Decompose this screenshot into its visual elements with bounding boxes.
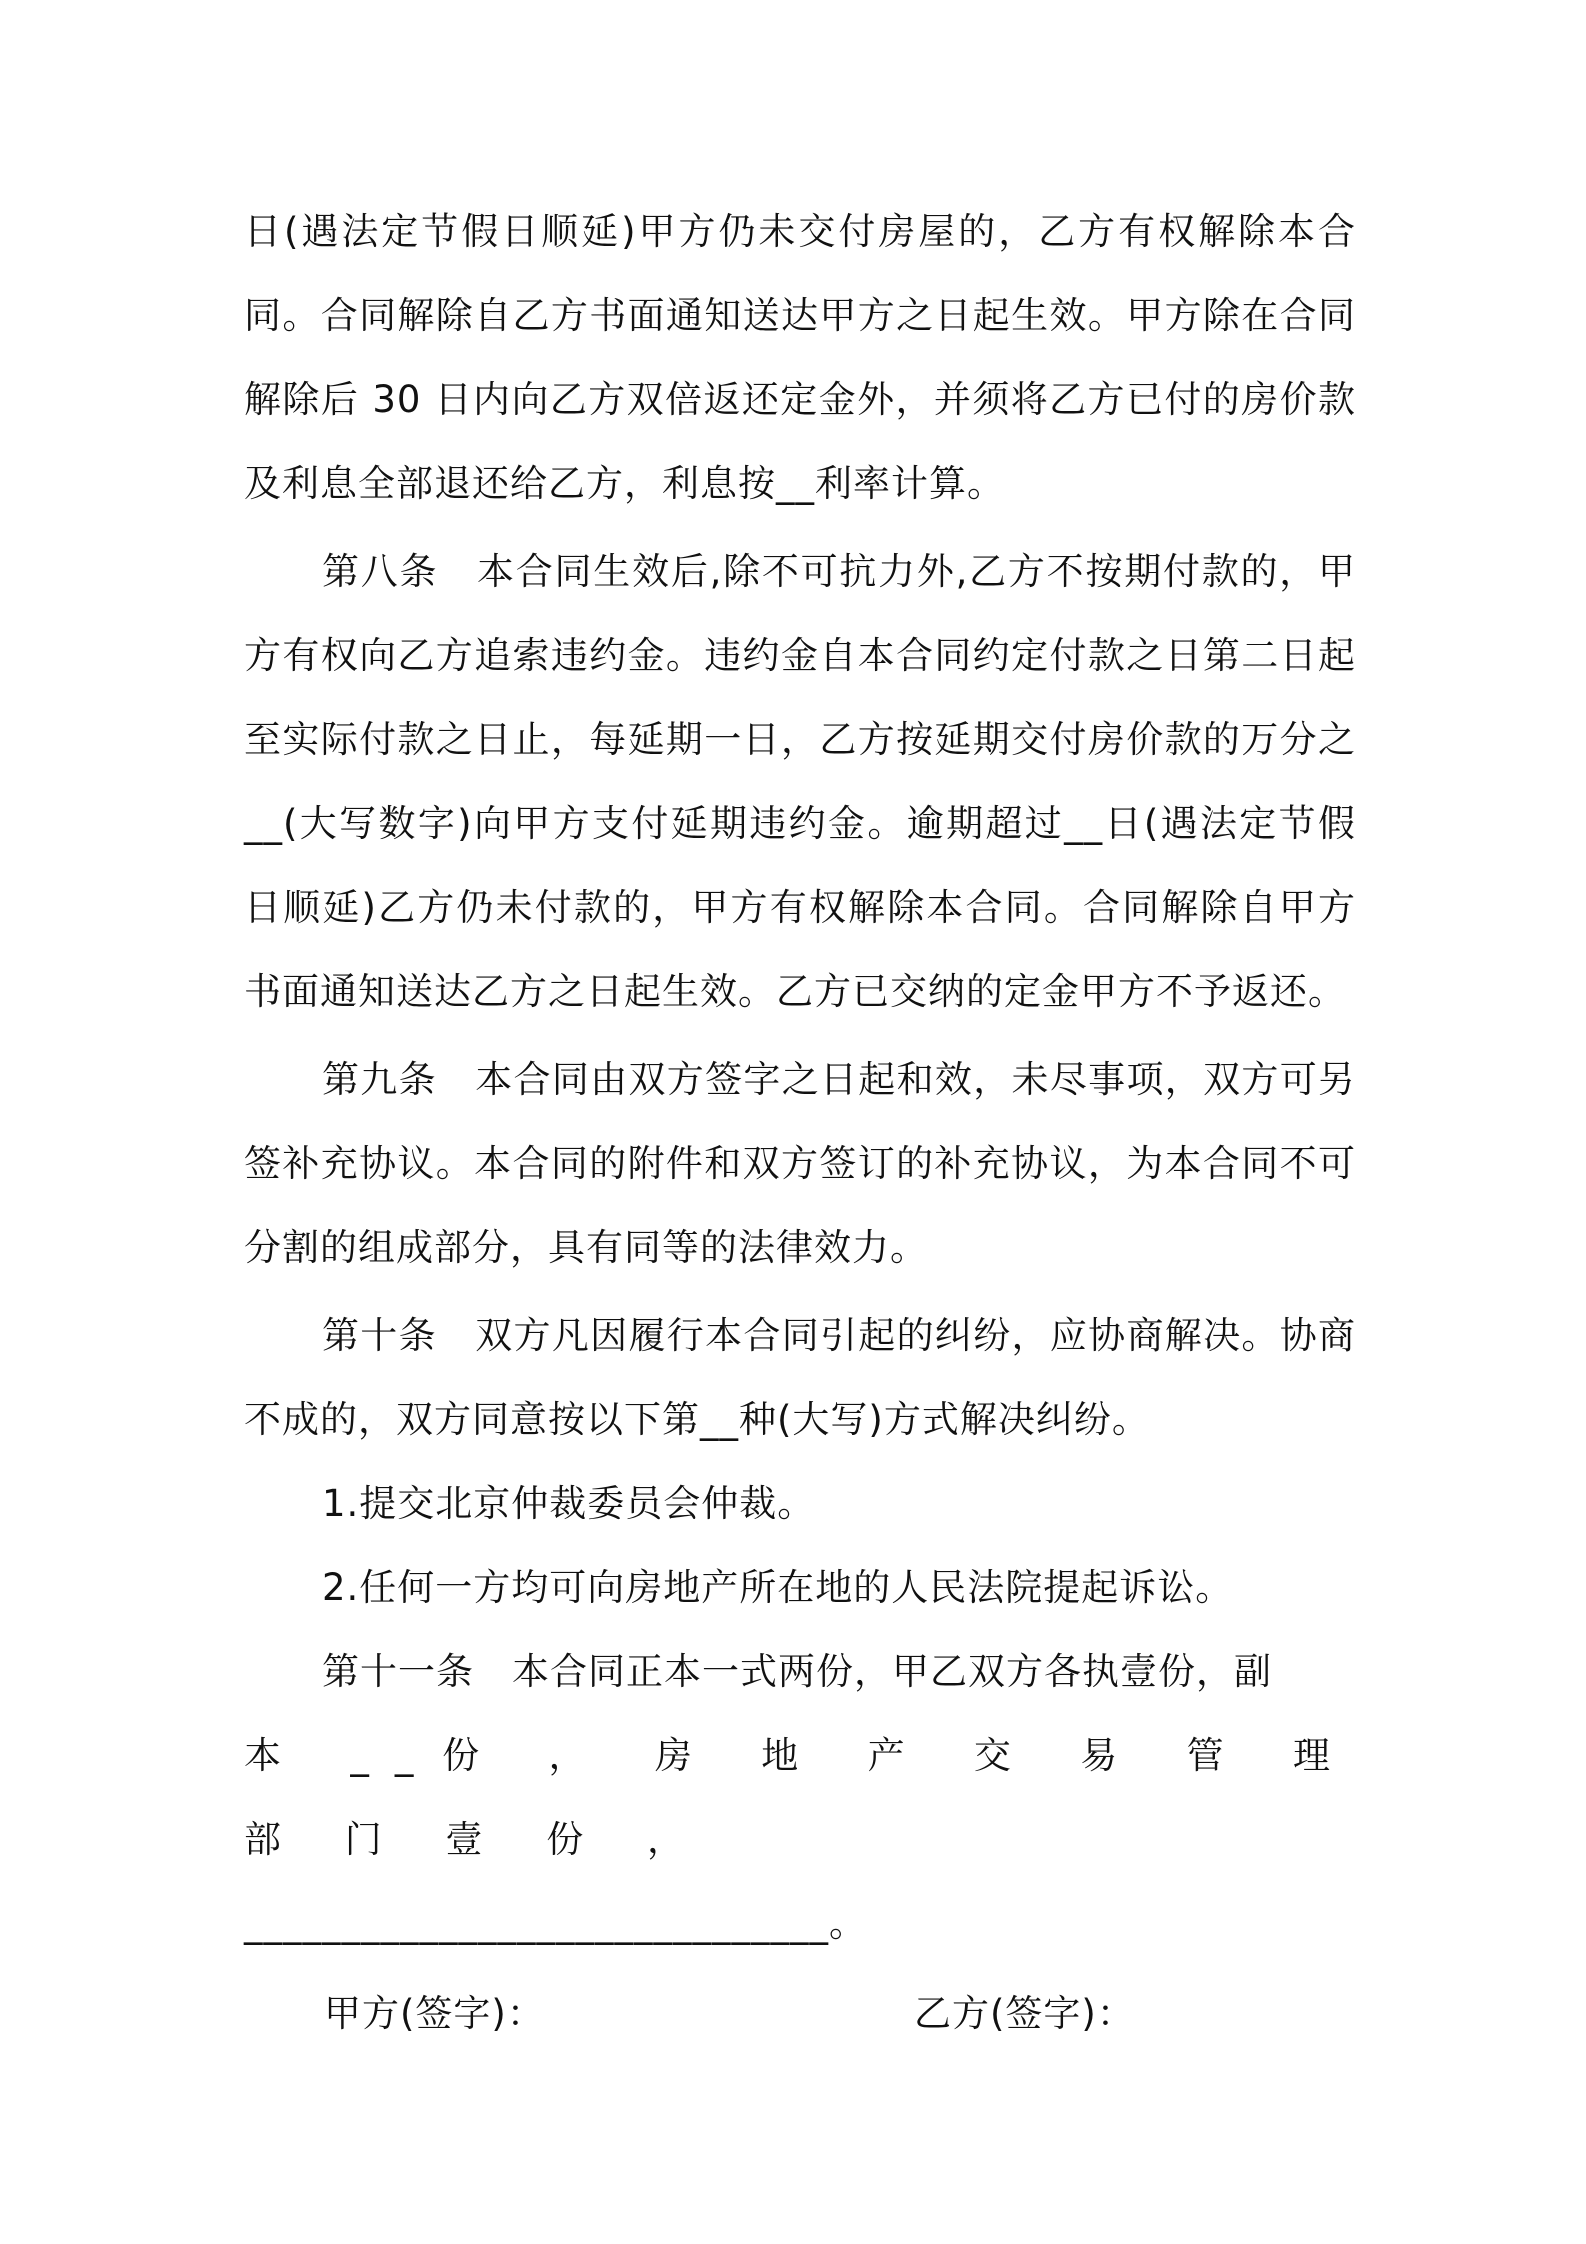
paragraph-option-2: 2.任何一方均可向房地产所在地的人民法院提起诉讼。 — [322, 1566, 1234, 1609]
paragraph-article-7-continued: 日(遇法定节假日顺延)甲方仍未交付房屋的，乙方有权解除本合同。合同解除自乙方书面通知送达甲方之日起生效。甲方除在合同解除后 30 日内向乙方双倍返还定金外，并须将乙方已付的房价款及利息全部退还给乙方，利息按__利率计算。 — [244, 210, 1356, 505]
document-body — [244, 190, 1356, 2056]
paragraph-option-1: 1.提交北京仲裁委员会仲裁。 — [322, 1482, 816, 1525]
paragraph-article-8: 第八条 本合同生效后,除不可抗力外,乙方不按期付款的，甲方有权向乙方追索违约金。违约金自本合同约定付款之日第二日起至实际付款之日止，每延期一日，乙方按延期交付房价款的万分之__(大写数字)向甲方支付延期违约金。逾期超过__日(遇法定节假日顺延)乙方仍未付款的，甲方有权解除本合同。合同解除自甲方书面通知送达乙方之日起生效。乙方已交纳的定金甲方不予返还。 — [244, 550, 1356, 1013]
paragraph-article-10: 第十条 双方凡因履行本合同引起的纠纷，应协商解决。协商不成的，双方同意按以下第__种(大写)方式解决纠纷。 — [244, 1314, 1356, 1441]
paragraph-article-11: 第十一条 本合同正本一式两份，甲乙双方各执壹份，副 — [322, 1650, 1272, 1693]
signature-block — [244, 1972, 1356, 2056]
paragraph-article-9: 第九条 本合同由双方签字之日起和效，未尽事项，双方可另签补充协议。本合同的附件和双方签订的补充协议，为本合同不可分割的组成部分，具有同等的法律效力。 — [244, 1058, 1356, 1269]
paragraph-article-11-blank-line: ______________________________。 — [244, 1902, 867, 1945]
party-a-signature-label: 甲方(签字)： — [324, 1992, 545, 2035]
paragraph-article-11-copies: 本 __份 ， 房 地 产 交 易 管 理 部 门 壹 份 ， — [244, 1734, 1356, 1861]
party-b-signature-label: 乙方(签字)： — [914, 1992, 1135, 2035]
